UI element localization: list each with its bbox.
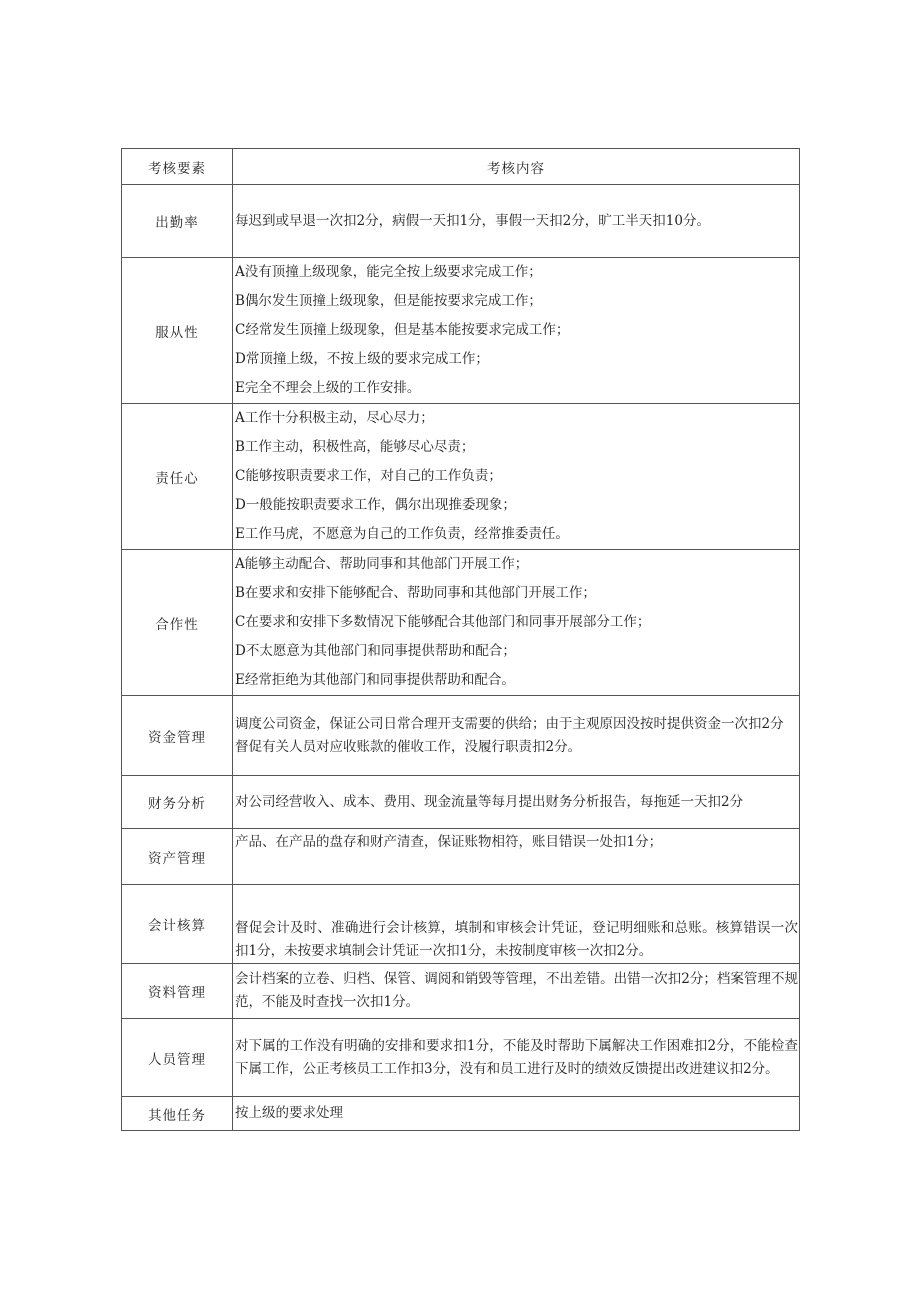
row-label-cell	[122, 885, 233, 964]
row-label-cell	[122, 185, 233, 258]
row-content-cell	[233, 550, 800, 696]
row-content-cell	[233, 185, 800, 258]
row-text-line: D一般能按职责要求工作，偶尔出现推委现象；	[235, 497, 516, 513]
row-content-cell	[233, 885, 800, 964]
row-label: 资产管理	[148, 850, 206, 867]
row-text-line: C能够按职责要求工作，对自己的工作负责；	[235, 468, 502, 484]
row-text-line: A没有顶撞上级现象，能完全按上级要求完成工作；	[235, 264, 542, 280]
row-label: 服从性	[155, 324, 199, 341]
table-header-row	[122, 149, 800, 185]
table-row	[122, 776, 800, 829]
table-row	[122, 829, 800, 885]
row-text-line: 每迟到或早退一次扣2分，病假一天扣1分，事假一天扣2分，旷工半天扣10分。	[235, 212, 710, 229]
table-row	[122, 885, 800, 964]
row-content-cell	[233, 258, 800, 404]
table-row	[122, 1019, 800, 1097]
row-label: 责任心	[155, 470, 199, 487]
row-content-cell	[233, 1019, 800, 1097]
row-text-line: E经常拒绝为其他部门和同事提供帮助和配合。	[235, 672, 515, 688]
table-row	[122, 185, 800, 258]
row-label: 财务分析	[148, 796, 206, 812]
row-content-cell	[233, 829, 800, 885]
table-row	[122, 1097, 800, 1131]
row-text-line: 产品、在产品的盘存和财产清查，保证账物相符，账目错误一处扣1分；	[235, 834, 663, 850]
row-text-line: 督促有关人员对应收账款的催收工作，没履行职责扣2分。	[235, 738, 582, 755]
row-label: 合作性	[155, 616, 199, 633]
table-row	[122, 964, 800, 1019]
row-label-cell	[122, 550, 233, 696]
row-text-line: A能够主动配合、帮助同事和其他部门开展工作；	[235, 556, 529, 572]
row-content-cell	[233, 696, 800, 776]
header-content-cell	[233, 149, 800, 185]
row-content-cell	[233, 1097, 800, 1131]
table-row	[122, 404, 800, 550]
row-content-cell	[233, 964, 800, 1019]
header-content: 考核内容	[487, 160, 545, 177]
row-label: 其他任务	[148, 1107, 206, 1124]
row-text-line: D常顶撞上级，不按上级的要求完成工作；	[235, 351, 489, 367]
evaluation-table	[121, 148, 800, 1131]
row-label-cell	[122, 404, 233, 550]
row-text-line: C在要求和安排下多数情况下能够配合其他部门和同事开展部分工作；	[235, 614, 651, 630]
row-text-line: 会计档案的立卷、归档、保管、调阅和销毁等管理，不出差错。出错一次扣2分；档案管理不规范，不能及时查找一次扣1分。	[235, 971, 798, 1010]
row-text-line: C经常发生顶撞上级现象，但是基本能按要求完成工作；	[235, 322, 570, 338]
row-text-line: A工作十分积极主动，尽心尽力；	[235, 410, 434, 426]
row-label: 出勤率	[155, 215, 199, 231]
row-label-cell	[122, 1097, 233, 1131]
row-content-cell	[233, 404, 800, 550]
row-text-line: E工作马虎，不愿意为自己的工作负责，经常推委责任。	[235, 526, 569, 542]
row-label-cell	[122, 829, 233, 885]
row-label-cell	[122, 258, 233, 404]
row-text-line: 对下属的工作没有明确的安排和要求扣1分，不能及时帮助下属解决工作困难扣2分，不能检查下属工作，公正考核员工工作扣3分，没有和员工进行及时的绩效反馈提出改进建议扣2分。	[235, 1037, 798, 1077]
row-label: 会计核算	[148, 918, 206, 934]
row-label: 资金管理	[148, 729, 206, 746]
row-content-cell	[233, 776, 800, 829]
header-label: 考核要素	[148, 160, 206, 177]
row-text-line: B在要求和安排下能够配合、帮助同事和其他部门开展工作；	[235, 585, 596, 601]
header-label-cell	[122, 149, 233, 185]
table-row	[122, 258, 800, 404]
row-text-line: B工作主动，积极性高，能够尽心尽责；	[235, 439, 475, 455]
table-row	[122, 550, 800, 696]
row-label-cell	[122, 1019, 233, 1097]
row-text-line: B偶尔发生顶撞上级现象，但是能按要求完成工作；	[235, 293, 542, 309]
row-text-line: 对公司经营收入、成本、费用、现金流量等每月提出财务分析报告，每拖延一天扣2分	[235, 793, 744, 810]
row-text-line: E完全不理会上级的工作安排。	[235, 380, 421, 396]
row-label: 人员管理	[148, 1051, 206, 1068]
row-text-line: D不太愿意为其他部门和同事提供帮助和配合；	[235, 643, 516, 659]
row-label-cell	[122, 964, 233, 1019]
row-label: 资料管理	[148, 985, 206, 1001]
table-row	[122, 696, 800, 776]
row-text-line: 督促会计及时、准确进行会计核算，填制和审核会计凭证，登记明细账和总账。核算错误一次扣1分，未按要求填制会计凭证一次扣1分，未按制度审核一次扣2分。	[235, 920, 798, 959]
row-text-line: 调度公司资金，保证公司日常合理开支需要的供给；由于主观原因没按时提供资金一次扣2分	[235, 715, 784, 732]
row-label-cell	[122, 776, 233, 829]
row-label-cell	[122, 696, 233, 776]
row-text-line: 按上级的要求处理	[235, 1105, 343, 1121]
